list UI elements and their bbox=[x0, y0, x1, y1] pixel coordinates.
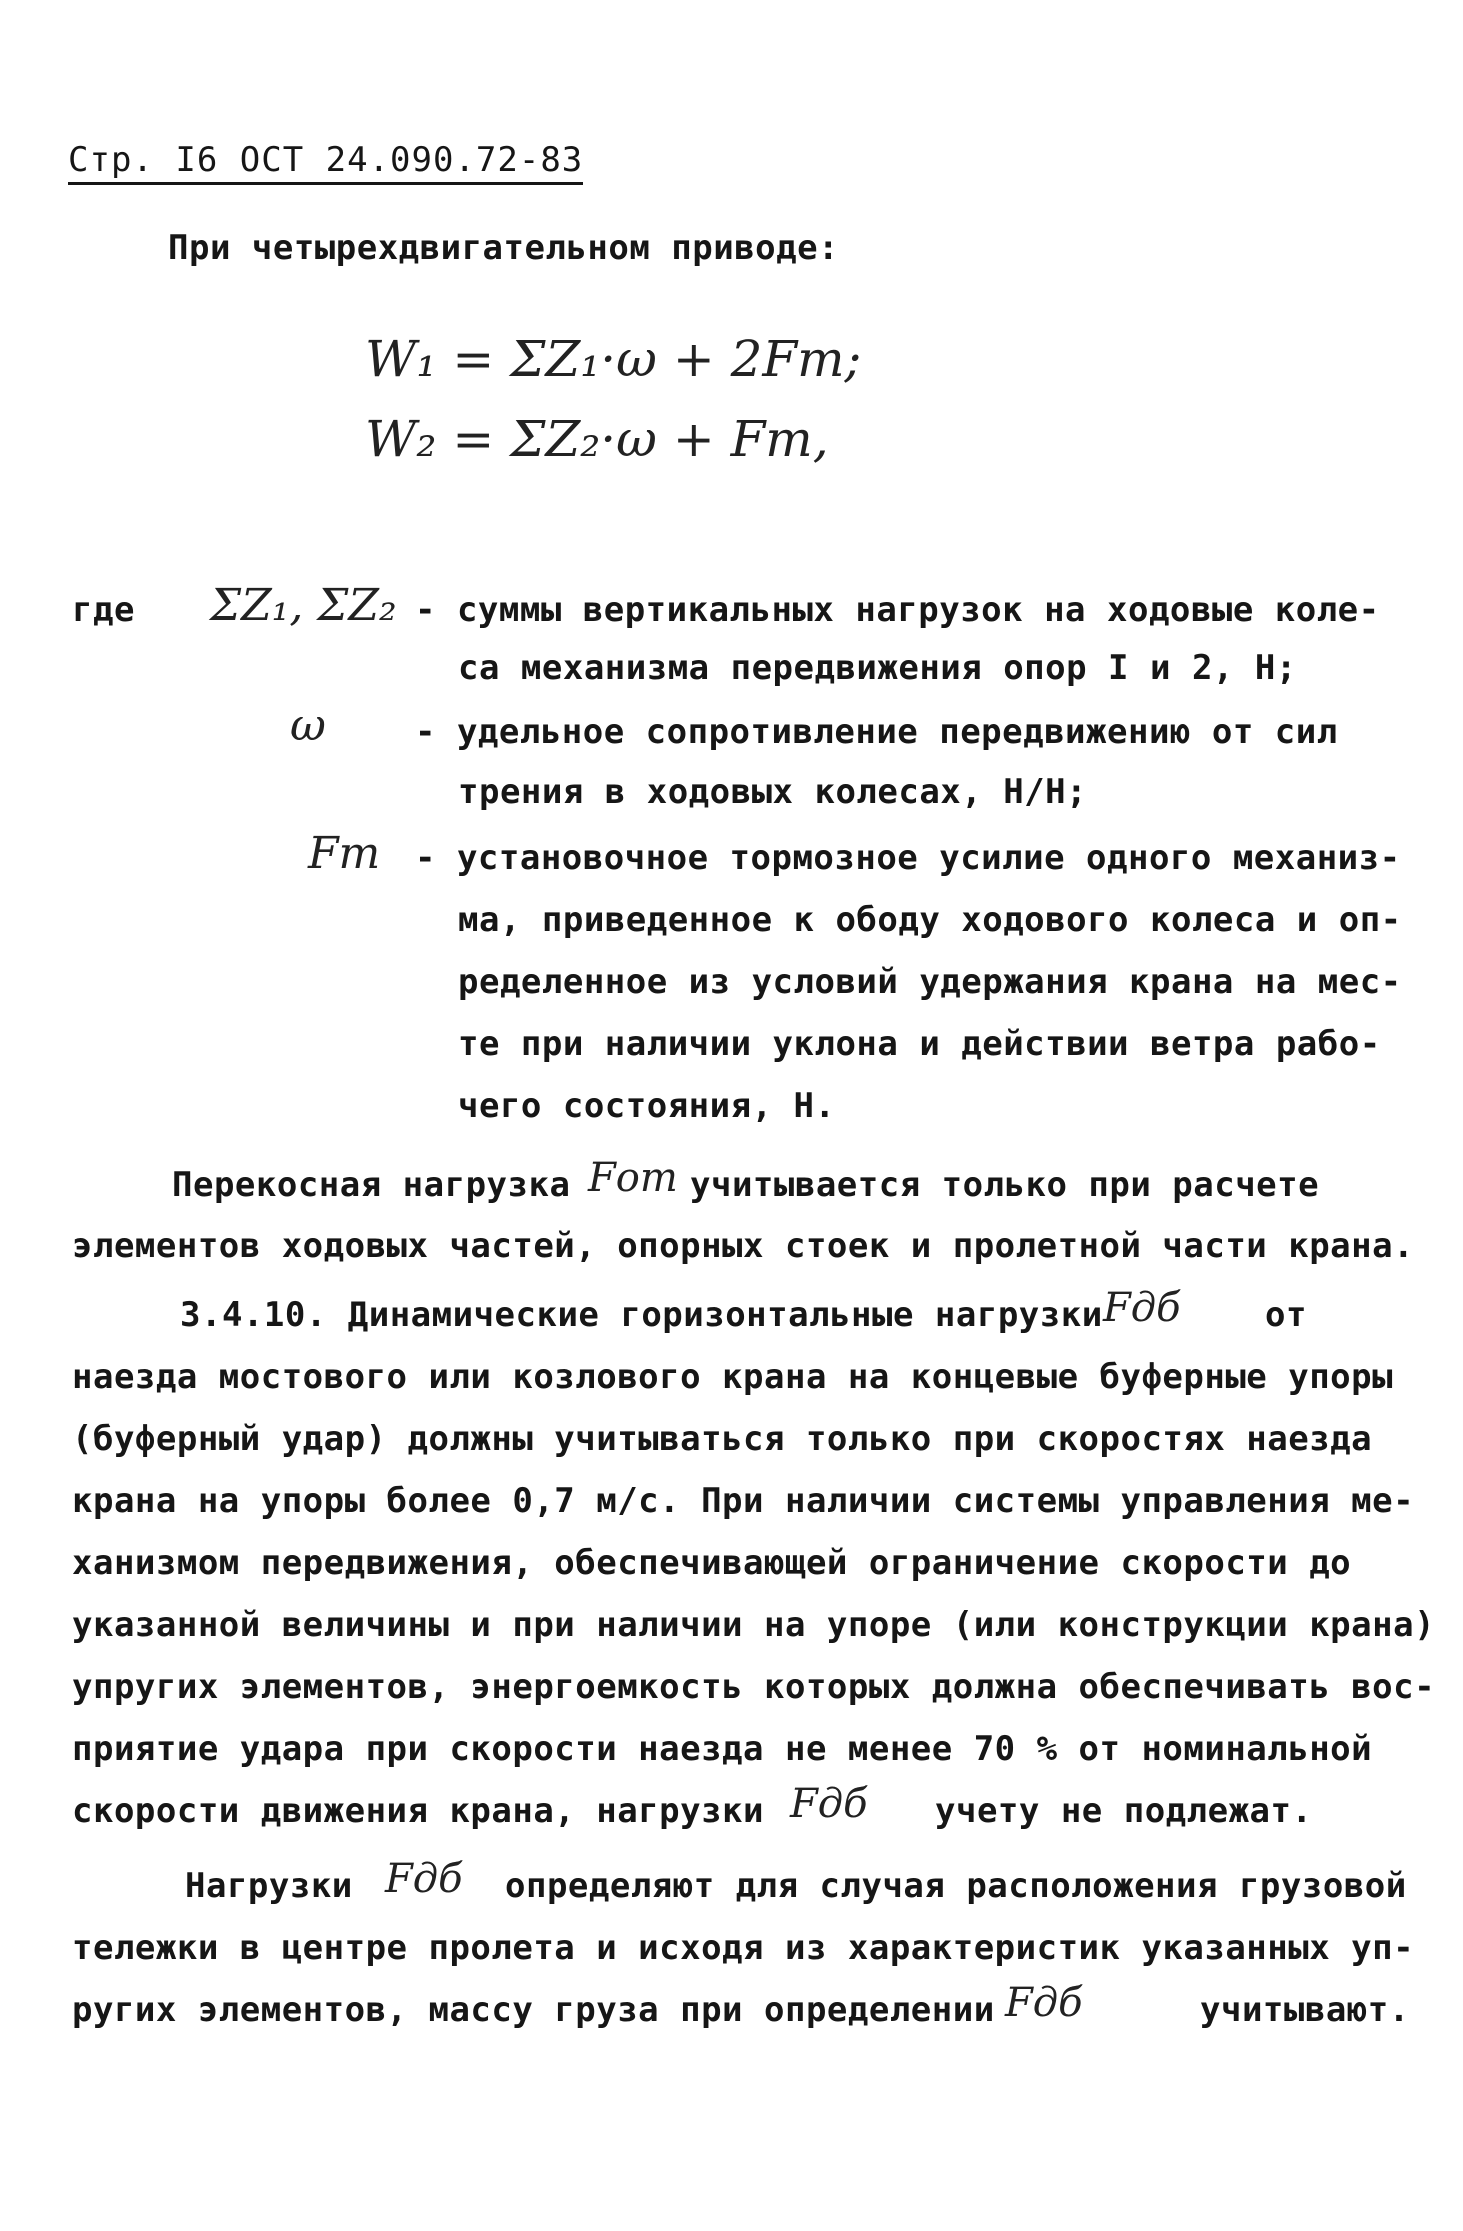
paragraph-text: 3.4.10. Динамические горизонтальные нагрузки bbox=[180, 1295, 1103, 1335]
paragraph-text: наезда мостового или козлового крана на концевые буферные упоры bbox=[72, 1357, 1394, 1397]
paragraph-text: ханизмом передвижения, обеспечивающей ограничение скорости до bbox=[72, 1543, 1352, 1583]
paragraph-text: приятие удара при скорости наезда не менее 70 % от номинальной bbox=[72, 1729, 1373, 1769]
paragraph-text: скорости движения крана, нагрузки bbox=[72, 1791, 765, 1831]
def-symbol-sum-z: ΣZ₁, ΣZ₂ bbox=[210, 580, 397, 631]
paragraph-text: учету не подлежат. bbox=[935, 1791, 1313, 1831]
def-line: трения в ходовых колесах, Н/Н; bbox=[458, 772, 1088, 812]
symbol-f-db: Fдб bbox=[1103, 1285, 1181, 1331]
paragraph-text: Нагрузки bbox=[185, 1866, 353, 1906]
def-symbol-ft: Fт bbox=[308, 828, 381, 879]
paragraph-text: определяют для случая расположения грузовой bbox=[505, 1866, 1407, 1906]
paragraph-text: тележки в центре пролета и исходя из характеристик указанных уп- bbox=[72, 1928, 1415, 1968]
paragraph-text: ругих элементов, массу груза при определении bbox=[72, 1990, 995, 2030]
intro-text: При четырехдвигательном приводе: bbox=[168, 228, 840, 268]
def-line: те при наличии уклона и действии ветра рабо- bbox=[458, 1024, 1381, 1064]
def-line: чего состояния, Н. bbox=[458, 1086, 836, 1126]
paragraph-text: крана на упоры более 0,7 м/с. При наличии системы управления ме- bbox=[72, 1481, 1415, 1521]
def-line: - удельное сопротивление передвижению от сил bbox=[415, 712, 1338, 752]
paragraph-text: элементов ходовых частей, опорных стоек и пролетной части крана. bbox=[72, 1226, 1415, 1266]
paragraph-text: учитывается только при расчете bbox=[690, 1165, 1320, 1205]
formula-w2: W₂ = ΣZ₂·ω + Fт, bbox=[365, 410, 829, 468]
def-symbol-omega: ω bbox=[290, 700, 326, 751]
def-line: ределенное из условий удержания крана на мес- bbox=[458, 962, 1402, 1002]
def-line: - суммы вертикальных нагрузок на ходовые коле- bbox=[415, 590, 1380, 630]
def-line: - установочное тормозное усилие одного механиз- bbox=[415, 838, 1401, 878]
paragraph-text: Перекосная нагрузка bbox=[172, 1165, 571, 1205]
page-header: Стр. I6 ОСТ 24.090.72-83 bbox=[68, 140, 583, 185]
symbol-f-db: Fдб bbox=[790, 1781, 868, 1827]
def-line: са механизма передвижения опор I и 2, Н; bbox=[458, 648, 1297, 688]
paragraph-text: упругих элементов, энергоемкость которых должна обеспечивать вос- bbox=[72, 1667, 1436, 1707]
symbol-f-db: Fдб bbox=[385, 1856, 463, 1902]
paragraph-text: учитывают. bbox=[1200, 1990, 1410, 2030]
formula-w1: W₁ = ΣZ₁·ω + 2Fт; bbox=[365, 330, 862, 388]
paragraph-text: от bbox=[1265, 1295, 1307, 1335]
def-line: ма, приведенное к ободу ходового колеса и оп- bbox=[458, 900, 1402, 940]
symbol-f-ot: Fот bbox=[588, 1155, 678, 1201]
symbol-f-db: Fдб bbox=[1005, 1980, 1083, 2026]
paragraph-text: указанной величины и при наличии на упоре (или конструкции крана) bbox=[72, 1605, 1436, 1645]
paragraph-text: (буферный удар) должны учитываться только при скоростях наезда bbox=[72, 1419, 1373, 1459]
where-label: где bbox=[72, 590, 135, 630]
